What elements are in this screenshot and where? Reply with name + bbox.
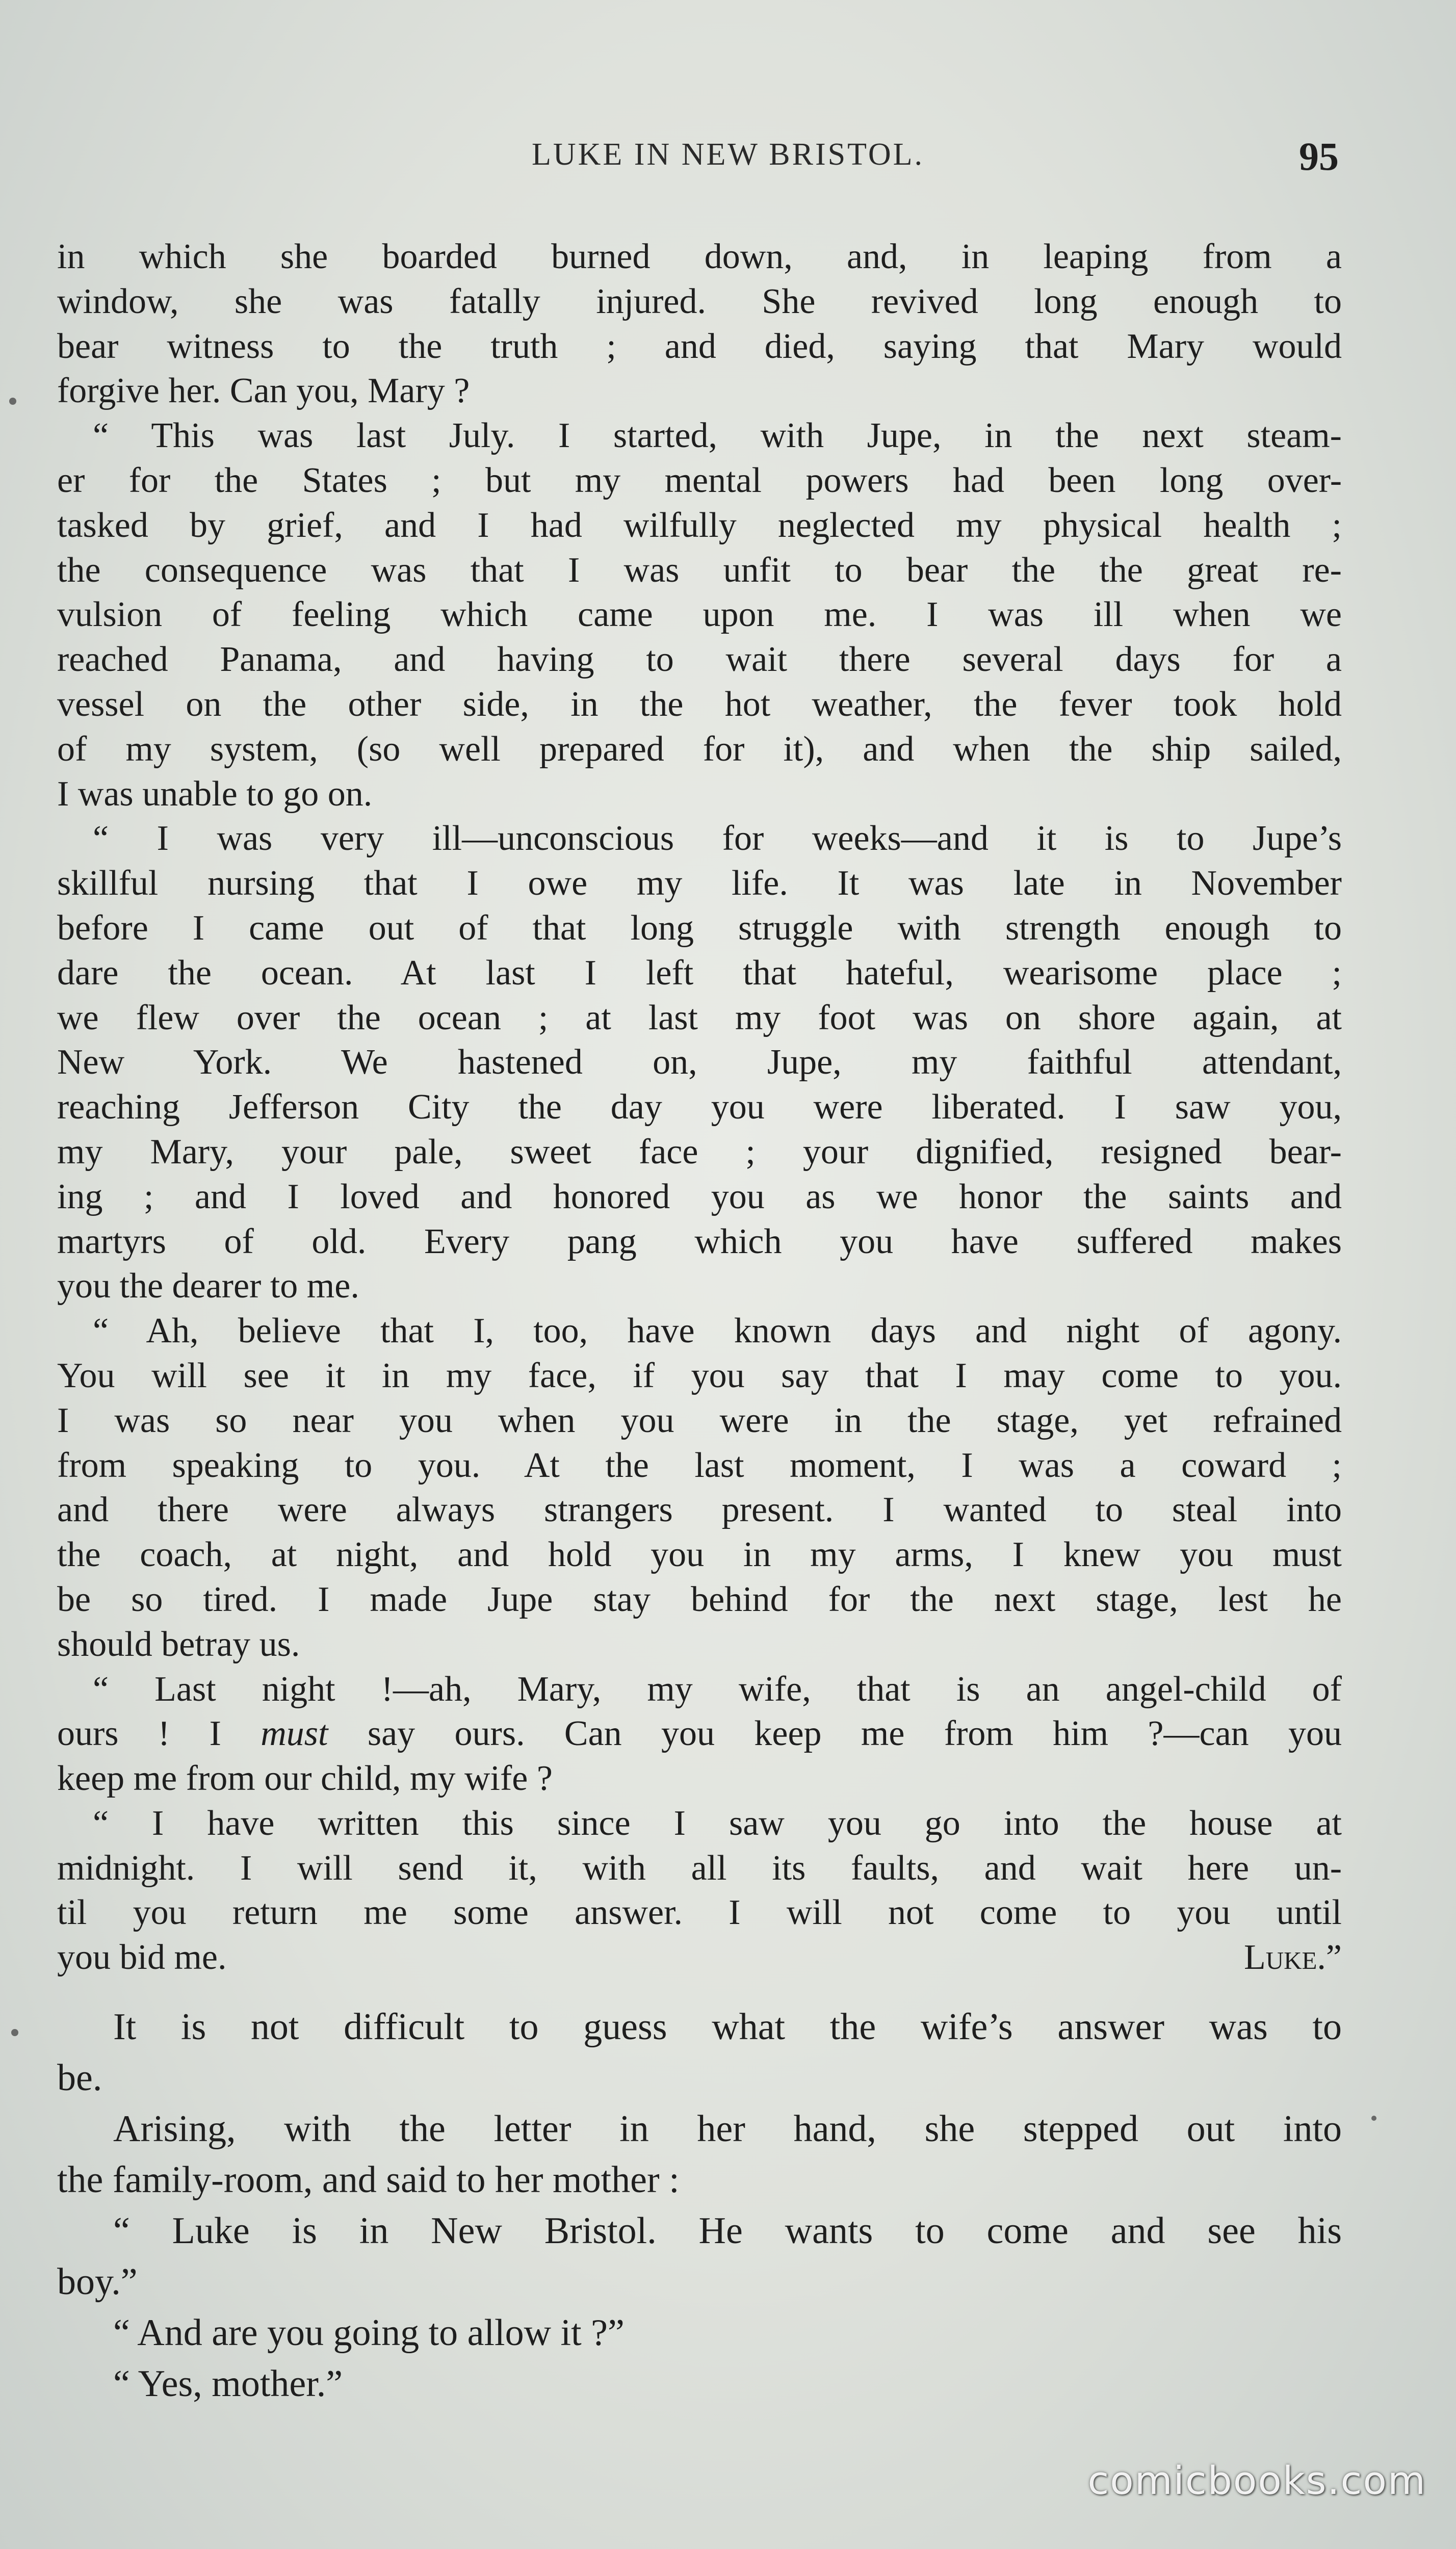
text-line-with-emphasis <box>57 1711 1342 1756</box>
running-head <box>0 134 1456 183</box>
text-line: vulsion of feeling which came upon me. I was ill when we <box>57 595 1342 635</box>
narrative-line: “ Luke is in New Bristol. He wants to come and see his <box>113 2210 1342 2252</box>
text-line: I was unable to go on. <box>57 774 373 814</box>
closing-line <box>57 1935 1342 1980</box>
text-line: ing ; and I loved and honored you as we honor the saints and <box>57 1177 1342 1216</box>
watermark-logo: comicbooks.com <box>1087 2458 1426 2503</box>
text-line: New York. We hastened on, Jupe, my faithful attendant, <box>57 1043 1342 1082</box>
text-line: midnight. I will send it, with all its faults, and wait here un- <box>57 1848 1342 1888</box>
text-line: from speaking to you. At the last moment, I was a coward ; <box>57 1445 1342 1485</box>
text-line: we flew over the ocean ; at last my foot was on shore again, at <box>57 998 1342 1037</box>
text-line: “ I have written this since I saw you go into the house at <box>93 1803 1342 1843</box>
text-line: and there were always strangers present. I wanted to steal into <box>57 1490 1342 1530</box>
text-run: say ours. Can you keep me from him ?—can you <box>328 1714 1342 1754</box>
emphasis-word: must <box>261 1714 328 1754</box>
narrative-line: boy.” <box>57 2261 138 2303</box>
text-line: the coach, at night, and hold you in my arms, I knew you must <box>57 1535 1342 1575</box>
paragraph-gap <box>57 1980 1342 2001</box>
text-line: “ Ah, believe that I, too, have known days and night of agony. <box>93 1311 1342 1351</box>
text-line: tasked by grief, and I had wilfully neglected my physical health ; <box>57 505 1342 545</box>
text-line: be so tired. I made Jupe stay behind for the next stage, lest he <box>57 1579 1342 1619</box>
narrative-line: the family-room, and said to her mother : <box>57 2159 680 2201</box>
body-text <box>57 235 1342 2409</box>
running-title: LUKE IN NEW BRISTOL. <box>532 137 924 172</box>
narrative-line: “ Yes, mother.” <box>113 2363 343 2405</box>
text-line: forgive her. Can you, Mary ? <box>57 371 470 411</box>
text-line: I was so near you when you were in the stage, yet refrained <box>57 1400 1342 1440</box>
text-line: should betray us. <box>57 1624 300 1664</box>
page-number: 95 <box>1299 134 1339 178</box>
text-line: “ This was last July. I started, with Jupe, in the next steam- <box>93 416 1342 456</box>
ink-speck <box>1371 2116 1376 2121</box>
signature: Luke.” <box>1243 1938 1342 1978</box>
text-line: reached Panama, and having to wait there several days for a <box>57 640 1342 680</box>
text-line: “ Last night !—ah, Mary, my wife, that is an angel-child of <box>93 1669 1342 1709</box>
text-line: “ I was very ill—unconscious for weeks—and it is to Jupe’s <box>93 819 1342 859</box>
text-line: martyrs of old. Every pang which you have suffered makes <box>57 1221 1342 1261</box>
text-line: my Mary, your pale, sweet face ; your dignified, resigned bear- <box>57 1132 1342 1172</box>
narrative-line: “ And are you going to allow it ?” <box>113 2312 625 2354</box>
text-line: skillful nursing that I owe my life. It was late in November <box>57 864 1342 903</box>
text-line: dare the ocean. At last I left that hateful, wearisome place ; <box>57 953 1342 993</box>
ink-speck <box>9 398 16 405</box>
text-line: er for the States ; but my mental powers had been long over- <box>57 460 1342 500</box>
text-line: bear witness to the truth ; and died, saying that Mary would <box>57 326 1342 366</box>
narrative-line: Arising, with the letter in her hand, she stepped out into <box>113 2108 1342 2150</box>
text-line: reaching Jefferson City the day you were liberated. I saw you, <box>57 1087 1342 1127</box>
text-line: keep me from our child, my wife ? <box>57 1759 553 1799</box>
narrative-line: be. <box>57 2057 102 2099</box>
text-line: You will see it in my face, if you say that I may come to you. <box>57 1356 1342 1395</box>
narrative-line: It is not difficult to guess what the wife’s answer was to <box>113 2006 1342 2048</box>
text-line: vessel on the other side, in the hot weather, the fever took hold <box>57 684 1342 724</box>
closing-text: you bid me. <box>57 1938 227 1978</box>
ink-speck <box>11 2029 18 2036</box>
text-line: in which she boarded burned down, and, in leaping from a <box>57 237 1342 276</box>
text-line: til you return me some answer. I will not come to you until <box>57 1893 1342 1933</box>
text-run: ours ! I <box>57 1714 261 1754</box>
text-line: the consequence was that I was unfit to bear the the great re- <box>57 550 1342 590</box>
text-line: you the dearer to me. <box>57 1266 359 1306</box>
text-line: of my system, (so well prepared for it), and when the ship sailed, <box>57 729 1342 769</box>
text-line: window, she was fatally injured. She revived long enough to <box>57 281 1342 321</box>
text-line: before I came out of that long struggle with strength enough to <box>57 908 1342 948</box>
